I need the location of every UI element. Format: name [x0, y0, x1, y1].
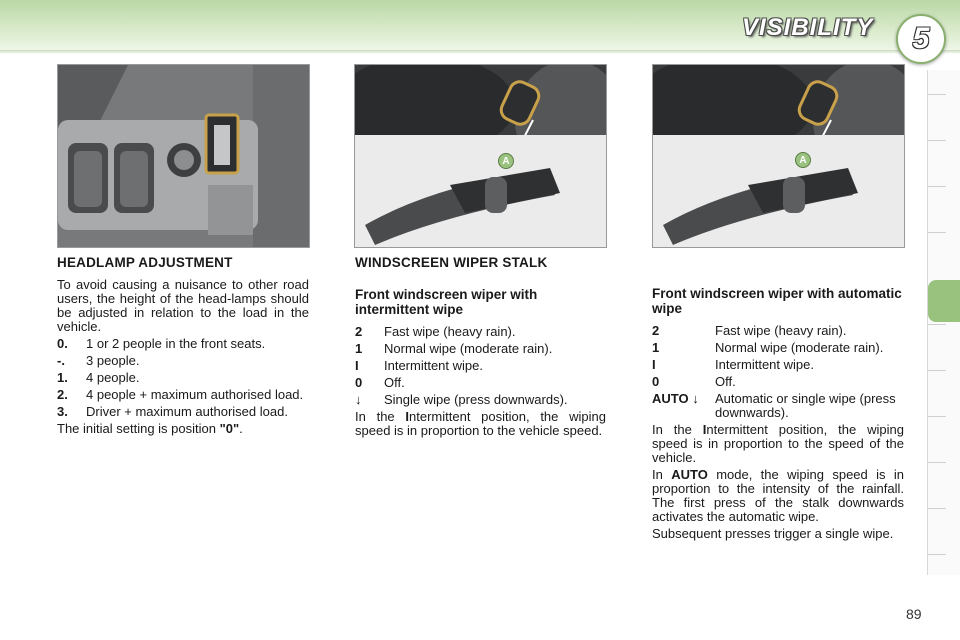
headlamp-section	[57, 256, 309, 439]
chapter-number: 5	[912, 22, 930, 55]
wiper-position-text: Intermittent wipe.	[384, 358, 483, 373]
auto-wiper-stalk-illustration	[653, 65, 904, 247]
header-shadow	[0, 50, 960, 54]
auto-wiper-position-key: 1	[652, 340, 660, 355]
chapter-tab-divider	[928, 140, 946, 141]
chapter-tab-divider	[928, 554, 946, 555]
chapter-tab-active[interactable]	[928, 280, 960, 322]
wiper-stalk-section	[355, 256, 606, 441]
callout-a: A	[795, 152, 811, 168]
note-text: In the	[652, 422, 703, 437]
chapter-tab-divider	[928, 462, 946, 463]
automatic-wipe-subheading: Front windscreen wiper with automatic wipe	[652, 286, 902, 316]
headlamp-adjuster-photo	[57, 64, 310, 248]
wiper-stalk-illustration	[355, 65, 606, 247]
note-text: ntermittent position, the wiping speed is in proportion to the speed of the vehicle.	[652, 422, 904, 465]
chapter-tab-divider	[928, 232, 946, 233]
note-text: In	[652, 467, 672, 482]
wiper-position-row	[355, 376, 606, 390]
auto-wiper-position-row	[652, 324, 904, 338]
auto-key-down-arrow-icon: AUTO ↓	[652, 391, 699, 406]
callout-a: A	[498, 153, 514, 169]
headlamp-position-row	[57, 371, 309, 385]
chapter-tab-divider	[928, 416, 946, 417]
wiper-position-key: 2	[355, 324, 363, 339]
wiper-stalk-heading: WINDSCREEN WIPER STALK	[355, 255, 548, 270]
intermittent-note	[355, 410, 606, 438]
position-text: 4 people.	[86, 370, 140, 385]
wiper-stalk-photo	[354, 64, 607, 248]
note-bold: I	[702, 422, 707, 437]
position-text: 4 people + maximum authorised load.	[86, 387, 304, 402]
chapter-tab-divider	[928, 186, 946, 187]
auto-wiper-position-row	[652, 341, 904, 355]
headlamp-position-row	[57, 405, 309, 419]
initial-setting-end: .	[239, 421, 243, 436]
chapter-title: VISIBILITY	[742, 14, 874, 41]
auto-wiper-section	[652, 286, 904, 544]
wiper-position-row	[355, 393, 606, 407]
headlamp-intro: To avoid causing a nuisance to other road users, the height of the head-lamps should be adjusted in relation to the load in the vehicle.	[57, 277, 309, 334]
auto-wiper-position-row	[652, 375, 904, 389]
wiper-position-text: Single wipe (press downwards).	[384, 392, 568, 407]
auto-wiper-position-text: Automatic or single wipe (press downwards).	[715, 391, 896, 420]
wiper-position-row	[355, 359, 606, 373]
note-text: mode, the wiping speed is in proportion to the intensity of the rainfall. The first press of the stalk downwards activates the automatic wipe.	[652, 467, 904, 524]
chapter-tab-divider	[928, 324, 946, 325]
auto-wiper-position-row	[652, 392, 904, 420]
intermittent-wipe-subheading: Front windscreen wiper with intermittent wipe	[355, 287, 538, 317]
auto-wiper-position-text: Normal wipe (moderate rain).	[715, 340, 884, 355]
subsequent-presses-note: Subsequent presses trigger a single wipe.	[652, 526, 894, 541]
position-text: 1 or 2 people in the front seats.	[86, 336, 266, 351]
wiper-position-text: Off.	[384, 375, 405, 390]
initial-setting-text: The initial setting is position	[57, 421, 220, 436]
position-text: Driver + maximum authorised load.	[86, 404, 288, 419]
wiper-position-text: Fast wipe (heavy rain).	[384, 324, 516, 339]
position-key: 3.	[57, 404, 68, 419]
auto-wiper-position-key: 2	[652, 323, 660, 338]
chapter-tab-divider	[928, 508, 946, 509]
auto-wiper-position-text: Intermittent wipe.	[715, 357, 814, 372]
wiper-position-row	[355, 325, 606, 339]
initial-setting-value: "0"	[219, 421, 240, 436]
chapter-tab-divider	[928, 94, 946, 95]
down-arrow-icon: ↓	[355, 392, 362, 407]
position-key: 1.	[57, 370, 68, 385]
note-text: ntermittent position, the wiping speed is in proportion to the vehicle speed.	[355, 409, 606, 438]
auto-wiper-position-text: Off.	[715, 374, 736, 389]
page-number: 89	[906, 606, 922, 622]
wiper-position-key: I	[355, 358, 359, 373]
note-bold: AUTO	[671, 467, 708, 482]
auto-mode-note	[652, 468, 904, 524]
headlamp-position-row	[57, 388, 309, 402]
chapter-tab-divider	[928, 370, 946, 371]
position-key: -.	[57, 353, 65, 368]
headlamp-initial-setting	[57, 422, 309, 436]
position-key: 0.	[57, 336, 68, 351]
position-text: 3 people.	[86, 353, 140, 368]
chapter-number-badge	[896, 14, 946, 64]
auto-wiper-position-key: I	[652, 357, 656, 372]
headlamp-position-row	[57, 354, 309, 368]
auto-wiper-position-text: Fast wipe (heavy rain).	[715, 323, 847, 338]
note-text: In the	[355, 409, 406, 424]
chapter-tab-strip	[927, 70, 960, 575]
auto-wiper-position-key: 0	[652, 374, 660, 389]
auto-intermittent-note	[652, 423, 904, 465]
headlamp-position-row	[57, 337, 309, 351]
headlamp-heading: HEADLAMP ADJUSTMENT	[57, 255, 233, 270]
dashboard-switches-illustration	[58, 65, 309, 247]
wiper-position-text: Normal wipe (moderate rain).	[384, 341, 553, 356]
auto-wiper-stalk-photo	[652, 64, 905, 248]
wiper-position-key: 1	[355, 341, 363, 356]
auto-wiper-position-row	[652, 358, 904, 372]
wiper-position-key: 0	[355, 375, 363, 390]
position-key: 2.	[57, 387, 68, 402]
wiper-position-row	[355, 342, 606, 356]
note-bold: I	[405, 409, 410, 424]
